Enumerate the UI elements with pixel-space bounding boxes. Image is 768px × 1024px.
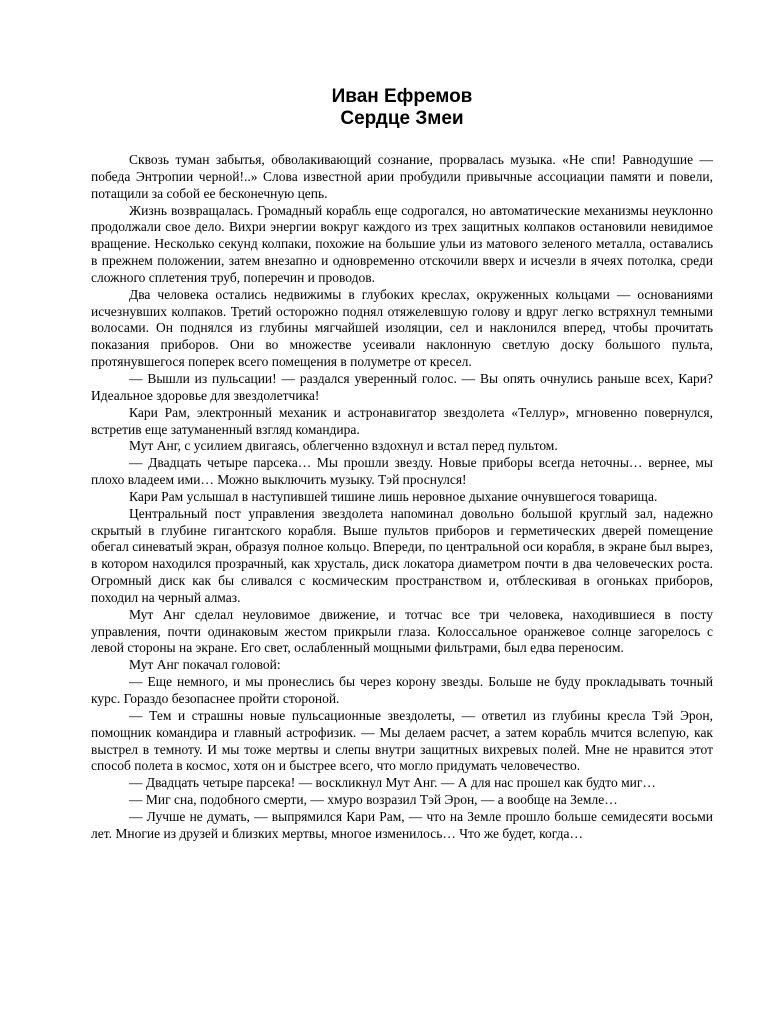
paragraph: Мут Анг покачал головой: <box>129 657 281 673</box>
book-title: Сердце Змеи <box>340 108 464 129</box>
paragraph: — Еще немного, и мы пронеслись бы через корону звезды. Больше не буду прокладывать точный курс. Гораздо безопаснее пройти стороной. <box>91 674 713 706</box>
author-name: Иван Ефремов <box>331 86 473 107</box>
paragraph: Кари Рам услышал в наступившей тишине лишь неровное дыхание очнувшегося товарища. <box>129 488 658 504</box>
paragraph: Кари Рам, электронный механик и астронавигатор звездолета «Теллур», мгновенно повернулся, встретив еще затуманенный взгляд командира. <box>91 404 713 437</box>
document-page <box>91 86 713 843</box>
paragraph: Жизнь возвращалась. Громадный корабль еще содрогался, но автоматические механизмы неуклонно продолжали свое дело. Вихри энергии вокруг каждого из трех защитных колпаков остановили невидимое вращение. Несколько секунд колпаки, похожие на большие ульи из матового зеленого металла, оставались в прежнем положении, затем внезапно и одновременно отскочили вверх и исчезли в ячеях потолка, среди сложного сплетения труб, поперечин и проводов. <box>91 202 713 285</box>
paragraph: — Вышли из пульсации! — раздался уверенный голос. — Вы опять очнулись раньше всех, Кари? Идеальное здоровье для звездолетчика! <box>91 370 713 403</box>
paragraph: Мут Анг сделал неуловимое движение, и тотчас все три человека, находившиеся в посту управления, почти одинаковым жестом прикрыли глаза. Колоссальное оранжевое солнце загорелось с левой стороны на экране. Его свет, ослабленный мощными фильтрами, был едва переносим. <box>91 606 713 656</box>
paragraph: Мут Анг, с усилием двигаясь, облегченно вздохнул и встал перед пультом. <box>129 438 558 454</box>
paragraph: — Миг сна, подобного смерти, — хмуро возразил Тэй Эрон, — а вообще на Земле… <box>129 792 618 808</box>
paragraph: — Двадцать четыре парсека… Мы прошли звезду. Новые приборы всегда неточны… вернее, мы плохо владеем ими… Можно выключить музыку. Тэй проснулся! <box>91 455 713 488</box>
paragraph: Сквозь туман забытья, обволакивающий сознание, прорвалась музыка. «Не спи! Равнодушие — победа Энтропии черной!..» Слова известной арии пробудили привычные ассоциации памяти и повели, потащили за собой ее бесконечную цепь. <box>91 152 713 201</box>
paragraph: — Тем и страшны новые пульсационные звездолеты, — ответил из глубины кресла Тэй Эрон, помощник командира и главный астрофизик. — Мы делаем расчет, а затем корабль мчится вслепую, как выстрел в темноту. И мы тоже мертвы и слепы внутри защитных вихревых полей. Мне не нравится этот способ полета в космос, хотя он и быстрее всего, что могло придумать человечество. <box>91 707 713 774</box>
body-text <box>91 152 713 843</box>
title-block <box>91 86 713 130</box>
paragraph: Центральный пост управления звездолета напоминал довольно большой круглый зал, надежно скрытый в глубине гигантского корабля. Выше пультов приборов и герметических дверей помещение обегал синеватый экран, образуя полное кольцо. Впереди, по центральной оси корабля, в экране был вырез, в котором находился прозрачный, как хрусталь, диск локатора диаметром почти в два человеческих роста. Огромный диск как бы сливался с космическим пространством и, отблескивая в огоньках приборов, походил на черный алмаз. <box>91 505 713 605</box>
paragraph: — Двадцать четыре парсека! — воскликнул Мут Анг. — А для нас прошел как будто миг… <box>129 775 656 791</box>
paragraph: — Лучше не думать, — выпрямился Кари Рам, — что на Земле прошло больше семидесяти восьми лет. Многие из друзей и близких мертвы, многое изменилось… Что же будет, когда… <box>91 808 713 841</box>
paragraph: Два человека остались недвижимы в глубоких креслах, окруженных кольцами — основаниями исчезнувших колпаков. Третий осторожно поднял отяжелевшую голову и вдруг легко встряхнул темными волосами. Он поднялся из глубины мягчайшей изоляции, сел и наклонился вперед, чтобы прочитать показания приборов. Они во множестве усеивали наклонную светлую доску большого пульта, протянувшегося поперек всего помещения в полуметре от кресел. <box>91 286 713 370</box>
